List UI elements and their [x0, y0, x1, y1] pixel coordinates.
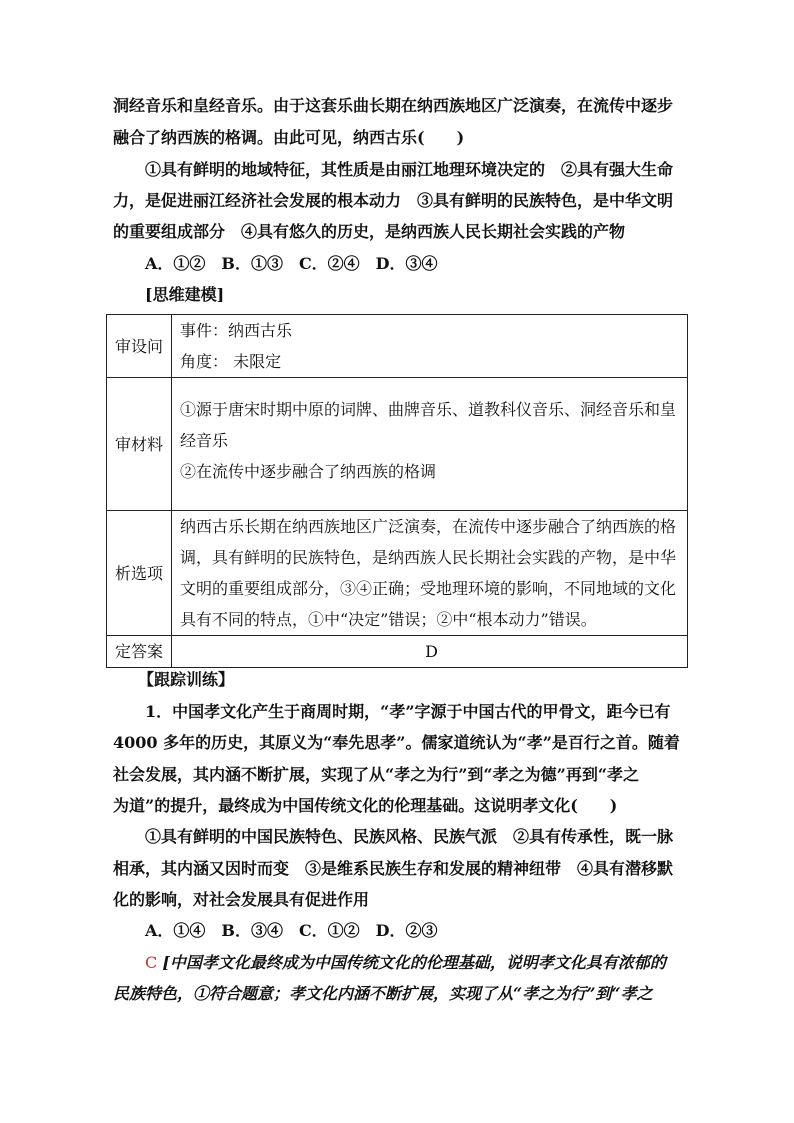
- section-heading: [思维建模]: [145, 285, 225, 304]
- intro-line-2: 融合了纳西族的格调。由此可见，纳西古乐( ): [113, 128, 465, 147]
- training-heading: 【跟踪训练】: [138, 670, 235, 689]
- question-line-1: 1．中国孝文化产生于商周时期，“孝”字源于中国古代的甲骨文，距今已有: [145, 702, 671, 721]
- question-line-2: 4000 多年的历史，其原义为“奉先思孝”。儒家道统认为“孝”是百行之首。随着: [113, 733, 680, 752]
- content-line: ②在流传中逐步融合了纳西族的格调: [180, 462, 437, 481]
- question-line-4: 为道”的提升，最终成为中国传统文化的伦理基础。这说明孝文化( ): [113, 796, 618, 815]
- row-content: [172, 315, 688, 378]
- option-line-3: 的重要组成部分 ④具有悠久的历史，是纳西族人民长期社会实践的产物: [113, 222, 626, 241]
- row-label: 定答案: [107, 636, 172, 668]
- q2-option-line-3: 化的影响，对社会发展具有促进作用: [113, 890, 370, 909]
- model-table: [106, 314, 688, 668]
- table-row: [107, 511, 688, 636]
- q2-option-line-2: 相承，其内涵又因时而变 ③是维系民族生存和发展的精神纽带 ④具有潜移默: [113, 859, 674, 878]
- content-line: 角度： 未限定: [180, 352, 282, 371]
- answer-letter: C: [145, 953, 158, 972]
- table-row: [107, 636, 688, 668]
- answer-value: D: [425, 642, 438, 661]
- answer-line-2: 民族特色，①符合题意；孝文化内涵不断扩展，实现了从“孝之为行”到“孝之: [113, 984, 653, 1003]
- row-label: 析选项: [107, 511, 172, 636]
- content-line: 文明的重要组成部分，③④正确；受地理环境的影响，不同地域的文化: [180, 579, 677, 598]
- q2-option-line-1: ①具有鲜明的中国民族特色、民族风格、民族气派 ②具有传承性，既一脉: [145, 827, 674, 846]
- choices-line: A．①② B．①③ C．②④ D．③④: [145, 254, 438, 273]
- intro-line-1: 洞经音乐和皇经音乐。由于这套乐曲长期在纳西族地区广泛演奏，在流传中逐步: [113, 96, 674, 115]
- option-line-1: ①具有鲜明的地域特征，其性质是由丽江地理环境决定的 ②具有强大生命: [145, 160, 674, 179]
- content-line: 纳西古乐长期在纳西族地区广泛演奏，在流传中逐步融合了纳西族的格: [180, 517, 677, 536]
- answer-line-1: [145, 953, 688, 973]
- question-line-3: 社会发展，其内涵不断扩展，实现了从“孝之为行”到“孝之为德”再到“孝之: [113, 765, 640, 784]
- content-line: ①源于唐宋时期中原的词牌、曲牌音乐、道教科仪音乐、洞经音乐和皇: [180, 400, 677, 419]
- table-row: [107, 378, 688, 511]
- content-line: 调，具有鲜明的民族特色，是纳西族人民长期社会实践的产物，是中华: [180, 548, 677, 567]
- row-label: 审材料: [107, 378, 172, 511]
- content-line: 事件：纳西古乐: [180, 321, 293, 340]
- row-content: [172, 511, 688, 636]
- answer-text-1: [中国孝文化最终成为中国传统文化的伦理基础，说明孝文化具有浓郁的: [162, 953, 666, 972]
- row-label: 审设问: [107, 315, 172, 378]
- table-row: [107, 315, 688, 378]
- row-content: [172, 636, 688, 668]
- q2-choices-line: A．①④ B．③④ C．①② D．②③: [145, 921, 438, 940]
- content-line: 经音乐: [180, 431, 229, 450]
- row-content: [172, 378, 688, 511]
- option-line-2: 力，是促进丽江经济社会发展的根本动力 ③具有鲜明的民族特色，是中华文明: [113, 191, 674, 210]
- content-line: 具有不同的特点，①中“决定”错误；②中“根本动力”错误。: [180, 610, 597, 629]
